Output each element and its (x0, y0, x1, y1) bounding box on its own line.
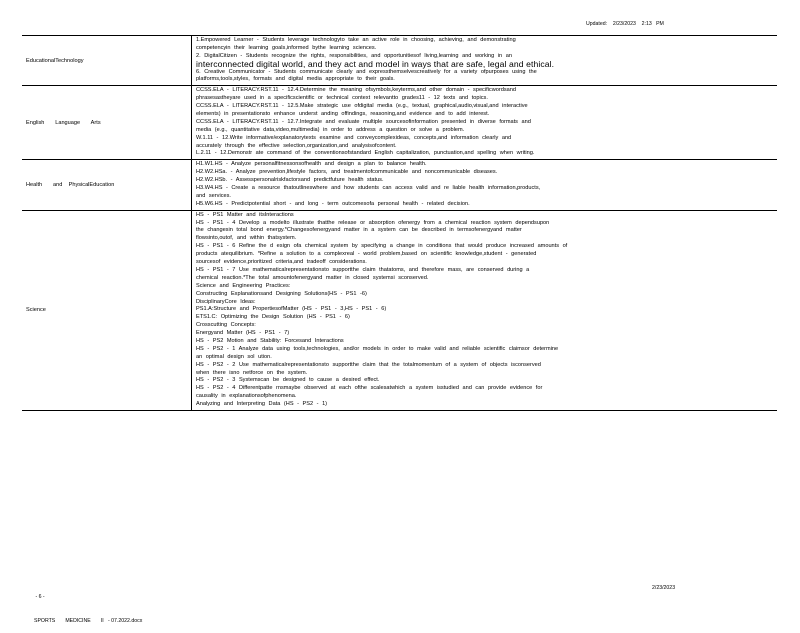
standard-line: H5.W6.HS - Predictpotential short - and long - term outcomesofa personal health - related decision. (196, 200, 470, 207)
standard-line: H2.W2.HSb. - Assesspersonalriskfactorsand predictfuture health status. (196, 177, 384, 184)
standards-cell (192, 210, 778, 410)
standard-line: H1.W1.HS - Analyze personalfitnessonsofhealth and design a plan to balance health. (196, 161, 427, 168)
standards-cell (192, 36, 778, 86)
standard-line: Analyzing and Interpreting Data (HS - PS2 - 1) (196, 401, 328, 408)
standard-line: CCSS.ELA - LITERACY.RST.11 - 12.5.Make strategic use ofdigital media (e.g., textual, graphical,audio,visual,and interactive (196, 103, 528, 110)
standard-line: causality in explanationsofphenomena. (196, 393, 297, 400)
standard-line: phrasesastheyare used in a specificscientific or technical context relevantto grades11 - 12 texts and topics. (196, 95, 488, 102)
subject-cell: English Language Arts (22, 86, 192, 160)
curriculum-standards-table (22, 35, 777, 411)
standards-cell (192, 86, 778, 160)
page-number: - 6 - (34, 594, 45, 600)
standard-line: Constructing Explanationsand Designing Solutions(HS - PS1 -6) (196, 290, 367, 297)
standard-line: Crosscutting Concepts: (196, 322, 256, 329)
standard-line: interconnected digital world, and they act and model in ways that are safe, legal and ethical. (196, 60, 555, 69)
standard-line: HS - PS1 - 6 Refine the d esign ofa chemical system by specifying a change in conditions that would produce increased amounts of (196, 243, 568, 250)
standard-line: media (e.g., quantitative data,video,multimedia) in order to address a question or solve a problem. (196, 126, 465, 133)
standard-line: ETS1.C: Optimizing the Design Solution (HS - PS1 - 6) (196, 314, 350, 321)
standard-line: and services. (196, 192, 231, 199)
standard-line: HS - PS2 - 2 Use mathematicalrepresentationsto supportthe claim that the totalmomentum of a system of objects isconserved (196, 361, 541, 368)
standard-line: the changesin total bond energy.*Changesofenergyand matter in a system can be described in termsofenergyand matter (196, 227, 522, 234)
standards-cell (192, 160, 778, 210)
standard-line: 6. Creative Communicator - Students communicate clearly and expressthemselvescreatively for a variety ofpurposes using the (196, 68, 537, 75)
standard-line: HS - PS2 - 3 Systemscan be designed to cause a desired effect. (196, 377, 380, 384)
standard-line: flowsinto,outof, and within thatsystem. (196, 235, 297, 242)
standards-row (22, 36, 777, 86)
standard-line: HS - PS2 Motion and Stability: Forcesand Interactions (196, 337, 344, 344)
standard-line: CCSS.ELA - LITERACY.RST.11 - 12.7.Integrate and evaluate multiple sourcesofinformation presented in diverse formats and (196, 118, 531, 125)
standard-line: H3.W4.HS - Create a resource thatoutlineswhere and how students can access valid and re liable health information,products, (196, 185, 541, 192)
updated-stamp: Updated: 2/23/2023 2:13 PM (586, 21, 664, 27)
standard-line: H2.W2.HSa. - Analyze prevention,lifestyle factors, and treatmentofcommunicable and noncommunicable diseases. (196, 169, 498, 176)
standard-line: DisciplinaryCore Ideas: (196, 298, 256, 305)
standard-line: 1.Empowered Learner - Students leverage technologyto take an active role in choosing, achieving, and demonstrating (196, 37, 516, 43)
standard-line: Science and Engineering Practices: (196, 282, 291, 289)
standard-line: chemical reaction.*The total amountofenergyand matter in closed systemsi sconserved. (196, 274, 429, 281)
standard-line: HS - PS1 - 4 Develop a modelto illustrate thatthe release or absorption ofenergy from a chemical reaction system dependsupon (196, 219, 550, 226)
subject-cell: Science (22, 210, 192, 410)
standard-line: accurately through the effective selection,organization,and analysisofcontent. (196, 142, 397, 149)
standard-line: HS - PS1 - 7 Use mathematicalrepresentationsto supportthe claim thatatoms, and therefore mass, are conserved during a (196, 266, 530, 273)
standard-line: 2. DigitalCitizen - Students recognize the rights, responsibilities, and opportunitiesof living,learning and working in an (196, 52, 512, 59)
standard-line: an optimal design sol ution. (196, 353, 272, 360)
standards-row (22, 210, 777, 410)
standard-line: Energyand Matter (HS - PS1 - 7) (196, 330, 290, 337)
standard-line: W.1.11 - 12.Write informative/explanatorytexts examine and conveycomplexideas, concepts,and information clearly and (196, 134, 512, 141)
standards-row (22, 86, 777, 160)
standard-line: HS - PS2 - 1 Analyze data using tools,technologies, and/or models in order to make valid and reliable scientific claimsor determine (196, 345, 559, 352)
standard-line: platforms,tools,styles, formats and digital media appropriate to their goals. (196, 76, 395, 83)
standard-line: competencyin their learning goals,informed bythe learning sciences. (196, 44, 377, 51)
standard-line: PS1.A:Structure and PropertiesofMatter (HS - PS1 - 3,HS - PS1 - 6) (196, 306, 387, 313)
standard-line: products atequilibrium. *Refine a solution to a complexreal - world problem,based on scientific knowledge,student - generated (196, 251, 537, 258)
standard-line: HS - PS2 - 4 Differentpatte rnsmaybe observed at each ofthe scalesatwhich a system isstudied and can provide evidence for (196, 385, 543, 392)
subject-cell: Health and PhysicalEducation (22, 160, 192, 210)
subject-cell: EducationalTechnology (22, 36, 192, 86)
standards-row (22, 160, 777, 210)
standard-line: L.2.11 - 12.Demonstr ate command of the conventionsofstandard English capitalization, punctuation,and spelling when writing. (196, 150, 535, 157)
document-filename: SPORTS MEDICINE II - 07.2022.docx (34, 618, 143, 624)
footer-left (34, 577, 142, 633)
standard-line: elements) in presentationsto enhance underst anding offindings, reasoning,and evidence and to add interest. (196, 111, 490, 118)
standard-line: CCSS.ELA - LITERACY.RST.11 - 12.4.Determine the meaning ofsymbols,keyterms,and other domain - specificwordsand (196, 87, 516, 94)
standard-line: HS - PS1 Matter and itsInteractions (196, 211, 294, 218)
footer-date: 2/23/2023 (652, 585, 676, 591)
standard-line: sourcesof evidence,prioritized criteria,and tradeoff considerations. (196, 259, 367, 266)
standard-line: when there isno netforce on the system. (196, 369, 308, 376)
